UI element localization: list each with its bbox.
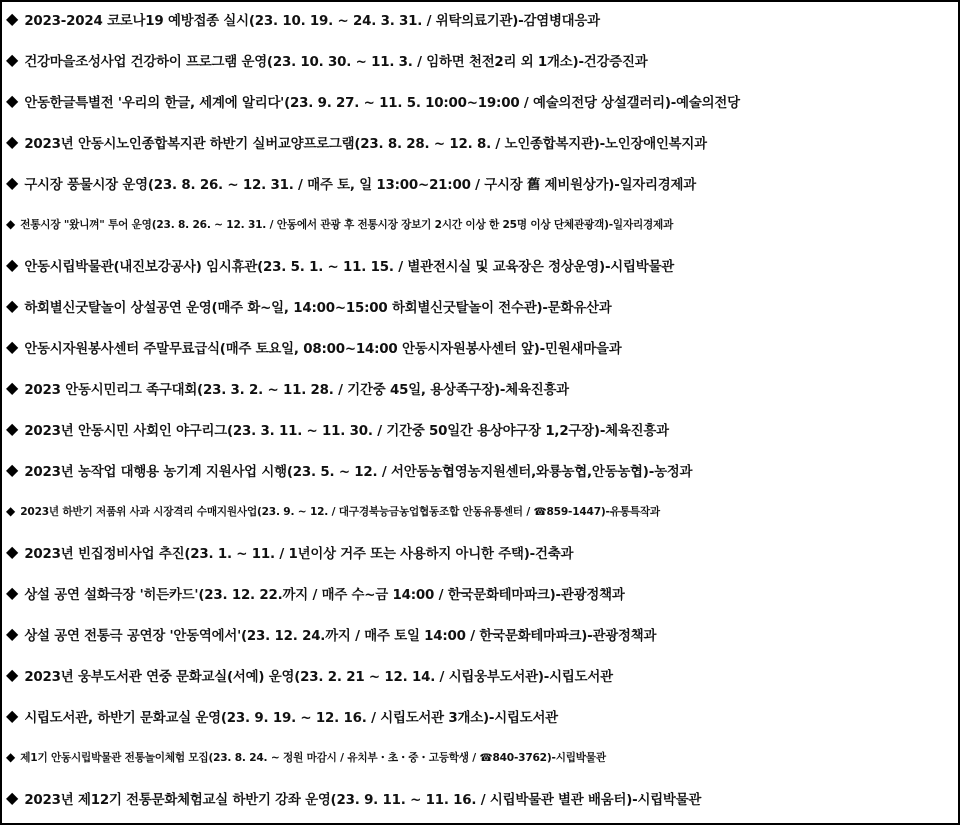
notice-item[interactable] bbox=[6, 784, 958, 812]
notice-text: 건강마을조성사업 건강하이 프로그램 운영(23. 10. 30. ~ 11. 3. / 임하면 천전2리 외 1개소)-건강증진과 bbox=[24, 54, 648, 70]
diamond-bullet-icon: ◆ bbox=[6, 217, 16, 231]
notice-item[interactable] bbox=[6, 210, 958, 238]
notice-item[interactable] bbox=[6, 743, 958, 771]
diamond-bullet-icon: ◆ bbox=[6, 750, 16, 764]
diamond-bullet-icon: ◆ bbox=[6, 706, 19, 725]
notice-item[interactable] bbox=[6, 169, 958, 197]
notice-item[interactable] bbox=[6, 702, 958, 730]
diamond-bullet-icon: ◆ bbox=[6, 173, 19, 192]
diamond-bullet-icon: ◆ bbox=[6, 788, 19, 807]
notice-item[interactable] bbox=[6, 5, 958, 33]
diamond-bullet-icon: ◆ bbox=[6, 296, 19, 315]
notice-text: 2023 안동시민리그 족구대회(23. 3. 2. ~ 11. 28. / 기간중 45일, 용상족구장)-체육진흥과 bbox=[24, 382, 569, 398]
notice-text: 2023년 안동시노인종합복지관 하반기 실버교양프로그램(23. 8. 28. ~ 12. 8. / 노인종합복지관)-노인장애인복지과 bbox=[24, 136, 707, 152]
notice-text: 상설 공연 설화극장 '히든카드'(23. 12. 22.까지 / 매주 수~금 14:00 / 한국문화테마파크)-관광정책과 bbox=[24, 587, 625, 603]
notice-item[interactable] bbox=[6, 374, 958, 402]
notice-item[interactable] bbox=[6, 538, 958, 566]
diamond-bullet-icon: ◆ bbox=[6, 542, 19, 561]
notice-text: 안동한글특별전 '우리의 한글, 세계에 알리다'(23. 9. 27. ~ 11. 5. 10:00~19:00 / 예술의전당 상설갤러리)-예술의전당 bbox=[24, 95, 740, 111]
notice-text: 시립도서관, 하반기 문화교실 운영(23. 9. 19. ~ 12. 16. / 시립도서관 3개소)-시립도서관 bbox=[24, 710, 558, 726]
notice-text: 안동시자원봉사센터 주말무료급식(매주 토요일, 08:00~14:00 안동시자원봉사센터 앞)-민원새마을과 bbox=[24, 341, 622, 357]
diamond-bullet-icon: ◆ bbox=[6, 132, 19, 151]
notice-item[interactable] bbox=[6, 497, 958, 525]
notice-item[interactable] bbox=[6, 292, 958, 320]
diamond-bullet-icon: ◆ bbox=[6, 583, 19, 602]
diamond-bullet-icon: ◆ bbox=[6, 460, 19, 479]
diamond-bullet-icon: ◆ bbox=[6, 419, 19, 438]
diamond-bullet-icon: ◆ bbox=[6, 255, 19, 274]
notice-item[interactable] bbox=[6, 87, 958, 115]
notice-text: 2023년 안동시민 사회인 야구리그(23. 3. 11. ~ 11. 30. / 기간중 50일간 용상야구장 1,2구장)-체육진흥과 bbox=[24, 423, 669, 439]
notice-text: 2023년 하반기 저품위 사과 시장격리 수매지원사업(23. 9. ~ 12. / 대구경북능금농업협동조합 안동유통센터 / ☎859-1447)-유통특작과 bbox=[20, 505, 660, 518]
diamond-bullet-icon: ◆ bbox=[6, 9, 19, 28]
diamond-bullet-icon: ◆ bbox=[6, 50, 19, 69]
notice-item[interactable] bbox=[6, 415, 958, 443]
notice-text: 상설 공연 전통극 공연장 '안동역에서'(23. 12. 24.까지 / 매주 토일 14:00 / 한국문화테마파크)-관광정책과 bbox=[24, 628, 657, 644]
diamond-bullet-icon: ◆ bbox=[6, 504, 16, 518]
notice-text: 2023년 농작업 대행용 농기계 지원사업 시행(23. 5. ~ 12. / 서안동농협영농지원센터,와룡농협,안동농협)-농정과 bbox=[24, 464, 693, 480]
notice-item[interactable] bbox=[6, 46, 958, 74]
notice-text: 구시장 풍물시장 운영(23. 8. 26. ~ 12. 31. / 매주 토, 일 13:00~21:00 / 구시장 舊 제비원상가)-일자리경제과 bbox=[24, 177, 696, 193]
notice-text: 2023년 빈집정비사업 추진(23. 1. ~ 11. / 1년이상 거주 또는 사용하지 아니한 주택)-건축과 bbox=[24, 546, 574, 562]
notice-item[interactable] bbox=[6, 579, 958, 607]
notice-text: 안동시립박물관(내진보강공사) 임시휴관(23. 5. 1. ~ 11. 15. / 별관전시실 및 교육장은 정상운영)-시립박물관 bbox=[24, 259, 674, 275]
diamond-bullet-icon: ◆ bbox=[6, 91, 19, 110]
notice-text: 하회별신굿탈놀이 상설공연 운영(매주 화~일, 14:00~15:00 하회별신굿탈놀이 전수관)-문화유산과 bbox=[24, 300, 612, 316]
notice-item[interactable] bbox=[6, 251, 958, 279]
notice-text: 2023년 웅부도서관 연중 문화교실(서예) 운영(23. 2. 21 ~ 12. 14. / 시립웅부도서관)-시립도서관 bbox=[24, 669, 613, 685]
notice-item[interactable] bbox=[6, 128, 958, 156]
notice-text: 전통시장 "왔니껴" 투어 운영(23. 8. 26. ~ 12. 31. / 안동에서 관광 후 전통시장 장보기 2시간 이상 한 25명 이상 단체관광객)-일자리경제과 bbox=[20, 218, 674, 231]
notice-text: 2023년 제12기 전통문화체험교실 하반기 강좌 운영(23. 9. 11. ~ 11. 16. / 시립박물관 별관 배움터)-시립박물관 bbox=[24, 792, 702, 808]
notice-text: 2023-2024 코로나19 예방접종 실시(23. 10. 19. ~ 24. 3. 31. / 위탁의료기관)-감염병대응과 bbox=[24, 13, 600, 29]
notice-item[interactable] bbox=[6, 620, 958, 648]
notice-text: 제1기 안동시립박물관 전통놀이체험 모집(23. 8. 24. ~ 정원 마감시 / 유치부・초・중・고등학생 / ☎840-3762)-시립박물관 bbox=[20, 751, 606, 764]
notice-item[interactable] bbox=[6, 333, 958, 361]
notice-item[interactable] bbox=[6, 456, 958, 484]
diamond-bullet-icon: ◆ bbox=[6, 665, 19, 684]
diamond-bullet-icon: ◆ bbox=[6, 624, 19, 643]
diamond-bullet-icon: ◆ bbox=[6, 378, 19, 397]
diamond-bullet-icon: ◆ bbox=[6, 337, 19, 356]
notice-item[interactable] bbox=[6, 661, 958, 689]
